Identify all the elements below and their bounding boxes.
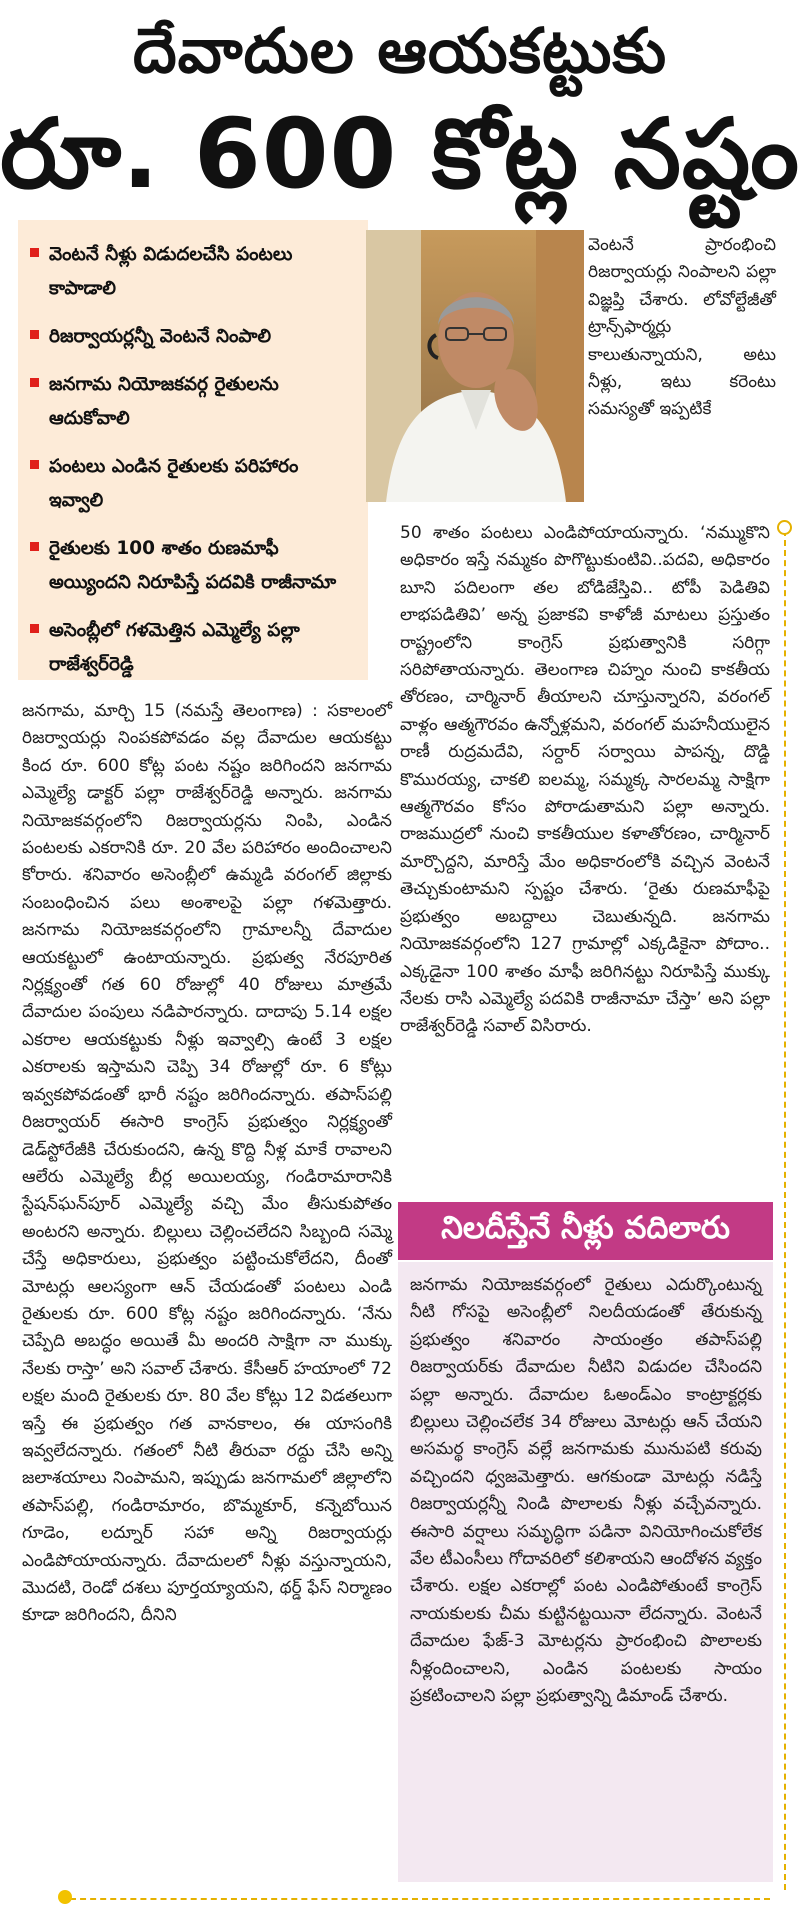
- bottom-dot-icon: [58, 1890, 72, 1904]
- highlight-item: పంటలు ఎండిన రైతులకు పరిహారం ఇవ్వాలి: [30, 450, 358, 518]
- bottom-divider: [70, 1898, 770, 1900]
- highlight-item: జనగామ నియోజకవర్గ రైతులను ఆదుకోవాలి: [30, 368, 358, 436]
- column-divider: [784, 530, 786, 1890]
- highlight-item: అసెంబ్లీలో గళమెత్తిన ఎమ్మెల్యే పల్లా రాజేశ్వర్‌రెడ్డి: [30, 614, 358, 682]
- highlights-box: [18, 220, 368, 680]
- sidebar-body: జనగామ నియోజకవర్గంలో రైతులు ఎదుర్కొంటున్న నీటి గోసపై అసెంబ్లీలో నిలదీయడంతో తేరుకున్న ప్రభుత్వం శనివారం సాయంత్రం తపాస్‌పల్లి రిజర్వాయర్‌కు దేవాదుల నీటిని విడుదల చేసిందని పల్లా అన్నారు. దేవాదుల ఓఅండ్‌ఎం కాంట్రాక్టర్లకు బిల్లులు చెల్లించలేక 34 రోజులు మోటర్లు ఆన్ చేయని అసమర్థ కాంగ్రెస్ వల్లే జనగామకు మునుపటి కరువు వచ్చిందని ధ్వజమెత్తారు. ఆగకుండా మోటర్లు నడిస్తే రిజర్వాయర్లన్నీ నిండి పొలాలకు నీళ్లు వచ్చేవన్నారు. ఈసారి వర్షాలు సమృద్ధిగా పడినా వినియోగించుకోలేక వేల టీఎంసీలు గోదావరిలో కలిశాయని ఆందోళన వ్యక్తం చేశారు. లక్షల ఎకరాల్లో పంట ఎండిపోతుంటే కాంగ్రెస్ నాయకులకు చీమ కుట్టినట్టయినా లేదన్నారు. వెంటనే దేవాదుల ఫేజ్-3 మోటర్లను ప్రారంభించి పొలాలకు నీళ్లందించాలని, ఎండిన పంటలకు సాయం ప్రకటించాలని పల్లా ప్రభుత్వాన్ని డిమాండ్ చేశారు.: [410, 1275, 762, 1707]
- speaker-photo: [366, 230, 584, 502]
- article-column-left: జనగామ, మార్చి 15 (నమస్తే తెలంగాణ) : సకాలంలో రిజర్వాయర్లు నింపకపోవడం వల్ల దేవాదుల ఆయకట్టు కింద రూ. 600 కోట్ల పంట నష్టం జరిగిందని జనగామ ఎమ్మెల్యే డాక్టర్ పల్లా రాజేశ్వర్‌రెడ్డి అన్నారు. జనగామ నియోజకవర్గంలోని రిజర్వాయర్లను నింపి, ఎండిన పంటలకు ఎకరానికి రూ. 20 వేల పరిహారం అందించాలని కోరారు. శనివారం అసెంబ్లీలో ఉమ్మడి వరంగల్ జిల్లాకు సంబంధించిన పలు అంశాలపై పల్లా గళమెత్తారు. జనగామ నియోజకవర్గంలోని గ్రామాలన్నీ దేవాదుల ఆయకట్టులో ఉంటాయన్నారు. ప్రభుత్వ నేరపూరిత నిర్లక్ష్యంతో గత 60 రోజుల్లో 40 రోజులు మాత్రమే దేవాదుల పంపులు నడిపారన్నారు. దాదాపు 5.14 లక్షల ఎకరాల ఆయకట్టుకు నీళ్లు ఇవ్వాల్సి ఉంటే 3 లక్షల ఎకరాలకు ఇస్తామని చెప్పి 34 రోజుల్లో రూ. 6 కోట్లు ఇవ్వకపోవడంతో భారీ నష్టం జరిగిందన్నారు. తపాస్‌పల్లి రిజర్వాయర్ ఈసారి కాంగ్రెస్ ప్రభుత్వం నిర్లక్ష్యంతో డెడ్‌స్టోరేజీకి చేరుకుందని, ఉన్న కొద్ది నీళ్ల మాకే రావాలని ఆలేరు ఎమ్మెల్యే బీర్ల అయిలయ్య, గండిరామారానికి స్టేషన్‌ఘన్‌పూర్ ఎమ్మెల్యే వచ్చి మేం తీసుకుపోతం అంటరని అన్నారు. బిల్లులు చెల్లించలేదని సిబ్బంది సమ్మె చేస్తే అధికారులు, ప్రభుత్వం పట్టించుకోలేదని, దీంతో మోటర్లు ఆలస్యంగా ఆన్ చేయడంతో పంటలు ఎండి రైతులకు రూ. 600 కోట్ల నష్టం జరిగిందన్నారు. ‘నేను చెప్పేది అబద్ధం అయితే మీ అందరి సాక్షిగా నా ముక్కు నేలకు రాస్తా’ అని సవాల్ చేశారు. కేసీఆర్ హయాంలో 72 లక్షల మంది రైతులకు రూ. 80 వేల కోట్లు 12 విడతలుగా ఇస్తే ఈ ప్రభుత్వం గత వానకాలం, ఈ యాసంగికి ఇవ్వలేదన్నారు. గతంలో నీటి తీరువా రద్దు చేసి అన్ని జలాశయాలు నింపామని, ఇప్పుడు జనగామలో జిల్లాలోని తపాస్‌పల్లి, గండిరామారం, బొమ్మకూర్, కన్నెబోయిన గూడెం, లద్నూర్ సహా అన్ని రిజర్వాయర్లు ఎండిపోయాయన్నారు. దేవాదులలో నీళ్లు వస్తున్నాయని, మొదటి, రెండో దశలు పూర్తయ్యాయని, థర్డ్ ఫేస్ నిర్మాణం కూడా జరిగిందని, దీనిని: [22, 701, 392, 1626]
- bullet-square-icon: [30, 460, 39, 469]
- bullet-square-icon: [30, 330, 39, 339]
- article-column-photo-right: వెంటనే ప్రారంభించి రిజర్వాయర్లు నింపాలని పల్లా విజ్ఞప్తి చేశారు. లోవోల్టేజీతో ట్రాన్స్‌ఫార్మర్లు కాలుతున్నాయని, అటు నీళ్లు, ఇటు కరెంటు సమస్యతో ఇప్పటికే: [588, 235, 776, 420]
- bullet-square-icon: [30, 248, 39, 257]
- article-column-right: 50 శాతం పంటలు ఎండిపోయాయన్నారు. ‘నమ్ముకొని అధికారం ఇస్తే నమ్మకం పొగొట్టుకుంటివి..పదవి, అధికారం బూని పదిలంగా తల బోడిజేస్తివి.. టోపీ పెడితివి లాభపడితివి’ అన్న ప్రజాకవి కాళోజీ మాటలు ప్రస్తుతం రాష్ట్రంలోని కాంగ్రెస్ ప్రభుత్వానికి సరిగ్గా సరిపోతాయన్నారు. తెలంగాణ చిహ్నం నుంచి కాకతీయ తోరణం, చార్మినార్ తీయాలని చూస్తున్నారని, వరంగల్ వాళ్లం ఆత్మగౌరవం ఉన్నోళ్లమని, వరంగల్ మహనీయులైన రాణీ రుద్రమదేవి, సర్దార్ సర్వాయి పాపన్న, దొడ్డి కొమురయ్య, చాకలి ఐలమ్మ, సమ్మక్క సారలమ్మ సాక్షిగా ఆత్మగౌరవం కోసం పోరాడుతామని పల్లా అన్నారు. రాజముద్రలో నుంచి కాకతీయుల కళాతోరణం, చార్మినార్ మార్చొద్దని, మారిస్తే మేం అధికారంలోకి వచ్చిన వెంటనే తెచ్చుకుంటామని స్పష్టం చేశారు. ‘రైతు రుణమాఫీపై ప్రభుత్వం అబద్దాలు చెబుతున్నది. జనగామ నియోజకవర్గంలోని 127 గ్రామాల్లో ఎక్కడికైనా పోదాం.. ఎక్కడైనా 100 శాతం మాఫీ జరిగినట్టు నిరూపిస్తే ముక్కు నేలకు రాసి ఎమ్మెల్యే పదవికి రాజీనామా చేస్తా’ అని పల్లా రాజేశ్వర్‌రెడ్డి సవాల్ విసిరారు.: [400, 523, 770, 1037]
- bullet-square-icon: [30, 624, 39, 633]
- divider-dot-icon: [777, 520, 792, 535]
- sidebar-heading: నిలదీస్తేనే నీళ్లు వదిలారు: [398, 1202, 773, 1260]
- headline-line-1: దేవాదుల ఆయకట్టుకు: [132, 14, 668, 87]
- headline-line-2: రూ. 600 కోట్ల నష్టం: [0, 98, 800, 210]
- bullet-square-icon: [30, 542, 39, 551]
- bullet-square-icon: [30, 378, 39, 387]
- highlight-item: రైతులకు 100 శాతం రుణమాఫీ అయ్యిందని నిరూపిస్తే పదవికి రాజీనామా: [30, 532, 358, 600]
- highlight-item: రిజర్వాయర్లన్నీ వెంటనే నింపాలి: [30, 320, 358, 354]
- highlight-item: వెంటనే నీళ్లు విడుదలచేసి పంటలు కాపాడాలి: [30, 238, 358, 306]
